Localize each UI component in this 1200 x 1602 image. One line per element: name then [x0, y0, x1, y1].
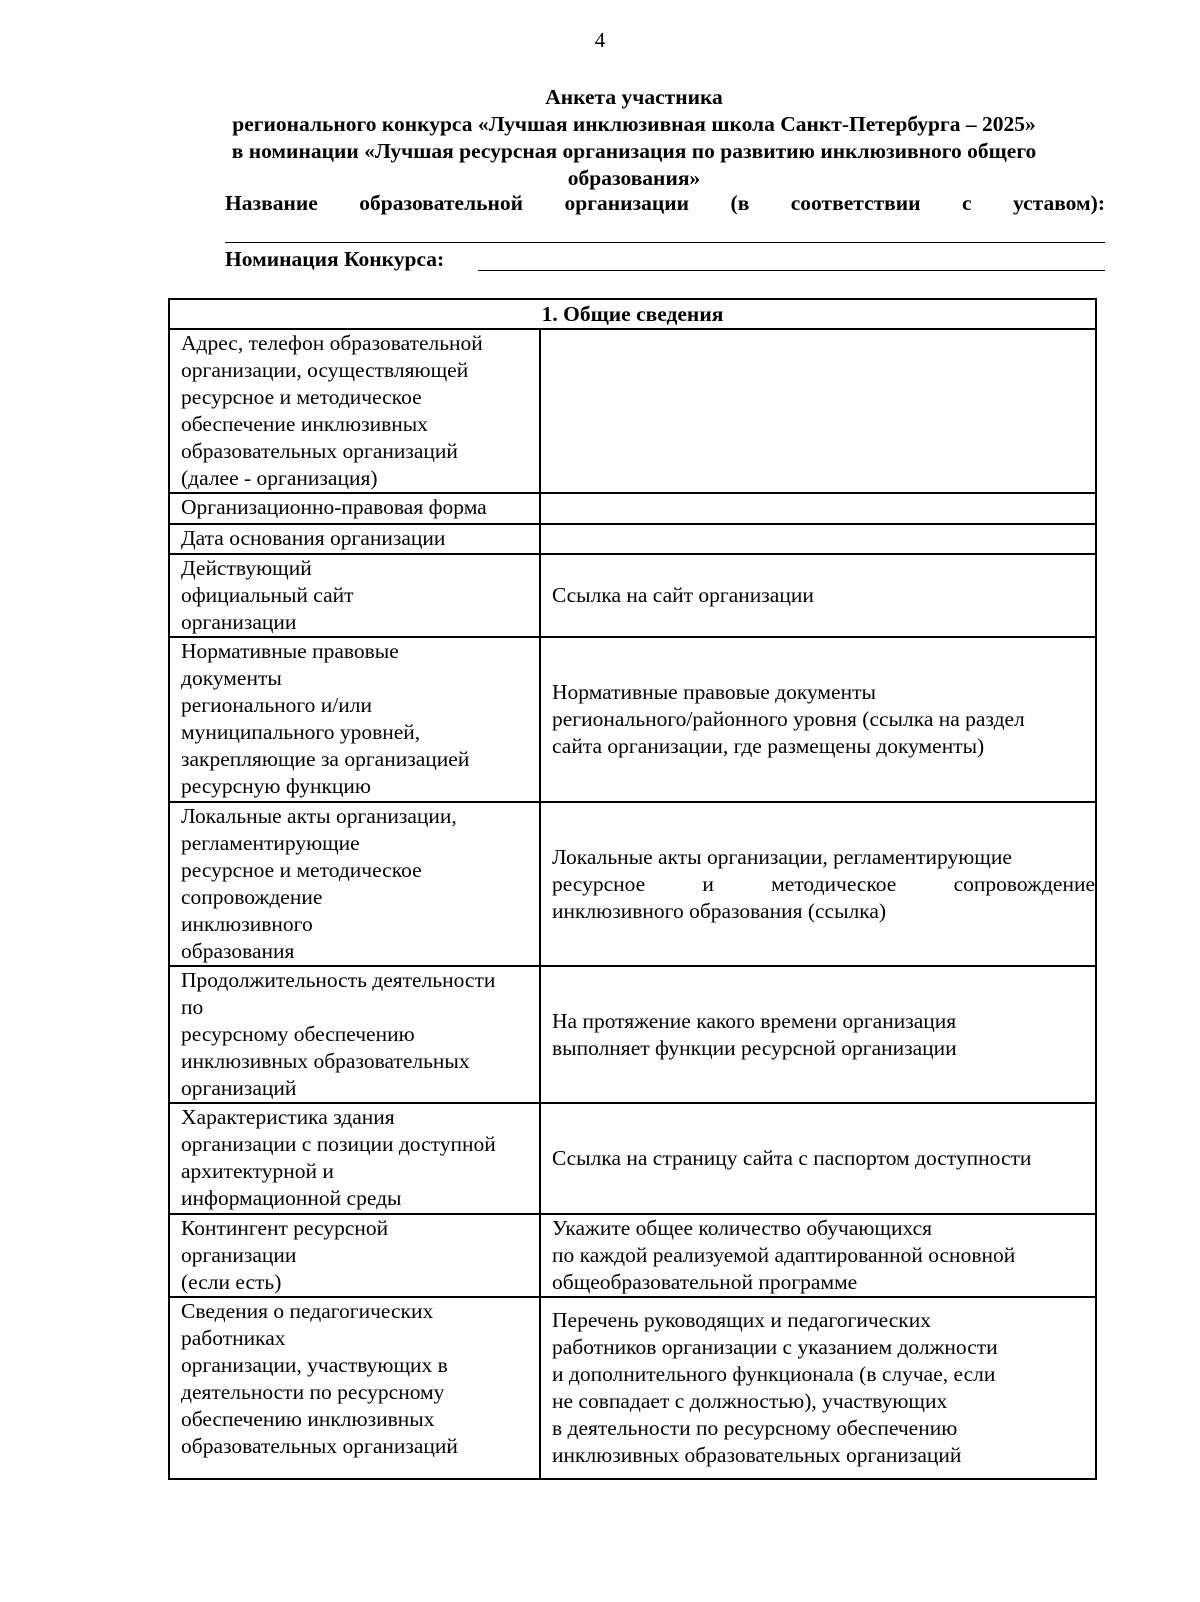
field-label-line: Нормативные правовые: [181, 639, 399, 663]
field-hint-line: общеобразовательной программе: [552, 1270, 858, 1294]
field-label-line: ресурсную функцию: [181, 774, 371, 798]
field-label-line: организации: [181, 610, 297, 634]
field-hint-line: по каждой реализуемой адаптированной основной: [552, 1243, 1016, 1267]
field-label-line: (далее - организация): [181, 466, 378, 490]
field-label-cell: [169, 1103, 540, 1214]
field-hint-line: Перечень руководящих и педагогических: [552, 1308, 931, 1332]
field-hint-line: Укажите общее количество обучающихся: [552, 1216, 933, 1240]
field-label-cell: [169, 1297, 540, 1479]
org-name-label: [225, 191, 1105, 216]
field-label-cell: [169, 554, 540, 637]
field-label-cell: [169, 493, 540, 524]
field-label-line: Продолжительность деятельности: [181, 968, 496, 992]
field-label-line: информационной среды: [181, 1186, 402, 1210]
org-name-word: организации: [564, 191, 690, 215]
field-label-line: образовательных организаций: [181, 1434, 458, 1458]
org-name-word: соответствии: [790, 191, 921, 215]
title-line: образования»: [567, 166, 701, 190]
field-hint-line: инклюзивных образовательных организаций: [552, 1443, 962, 1467]
field-hint-line: и дополнительного функционала (в случае, если: [552, 1362, 996, 1386]
field-hint-line: выполняет функции ресурсной организации: [552, 1035, 957, 1060]
field-label-line: документы: [181, 666, 282, 690]
field-label-line: архитектурной и: [181, 1159, 334, 1183]
field-label-line: организации, осуществляющей: [181, 358, 469, 382]
table-row: [169, 637, 1096, 802]
field-label-line: Локальные акты организации,: [181, 804, 457, 828]
field-value-cell[interactable]: [540, 1214, 1096, 1297]
field-value-cell[interactable]: [540, 554, 1096, 637]
table-row: [169, 554, 1096, 637]
field-label-line: обеспечению инклюзивных: [181, 1407, 435, 1431]
field-label-line: муниципального уровней,: [181, 720, 421, 744]
field-label-line: Действующий: [181, 556, 312, 580]
field-label-cell: [169, 966, 540, 1103]
page-number: 4: [594, 28, 606, 52]
field-label-line: инклюзивного: [181, 912, 313, 936]
field-label-line: ресурсное и методическое: [181, 858, 422, 882]
org-name-field[interactable]: [225, 242, 1105, 243]
field-value-cell[interactable]: [540, 802, 1096, 966]
table-row: [169, 1214, 1096, 1297]
field-hint-line: Ссылка на страницу сайта с паспортом доступности: [552, 1146, 1032, 1170]
nomination-field[interactable]: [478, 270, 1105, 271]
field-value-cell[interactable]: [540, 1103, 1096, 1214]
field-hint-line: регионального/районного уровня (ссылка на раздел: [552, 707, 1025, 731]
table-row: [169, 329, 1096, 493]
field-label-line: Характеристика здания: [181, 1105, 395, 1129]
field-label-line: работниках: [181, 1326, 286, 1350]
field-hint-line: Нормативные правовые документы: [552, 680, 876, 704]
field-label-line: Организационно-правовая форма: [181, 495, 487, 519]
field-label-line: регламентирующие: [181, 831, 360, 855]
field-value-cell[interactable]: [540, 329, 1096, 493]
field-value-cell[interactable]: [540, 524, 1096, 554]
field-label-line: ресурсное и методическое: [181, 385, 422, 409]
field-hint-line: в деятельности по ресурсному обеспечению: [552, 1416, 958, 1440]
field-label-line: организации: [181, 1243, 297, 1267]
org-name-word: Название: [225, 191, 318, 215]
section-title: 1. Общие сведения: [169, 299, 1096, 329]
org-name-word: (в: [730, 191, 750, 215]
field-label-line: официальный сайт: [181, 583, 354, 607]
title-line: в номинации «Лучшая ресурсная организация по развитию инклюзивного общего: [231, 139, 1037, 163]
field-label-line: деятельности по ресурсному: [181, 1380, 445, 1404]
general-info-table: [168, 298, 1097, 1480]
field-label-line: сопровождение: [181, 885, 323, 909]
table-row: [169, 524, 1096, 554]
title-line: регионального конкурса «Лучшая инклюзивная школа Санкт-Петербурга – 2025»: [232, 112, 1036, 136]
field-label-line: по: [181, 995, 204, 1019]
table-row: [169, 1103, 1096, 1214]
field-value-cell[interactable]: [540, 966, 1096, 1103]
field-label-line: организации, участвующих в: [181, 1353, 448, 1377]
field-label-cell: [169, 802, 540, 966]
field-hint-line: Локальные акты организации, регламентирующие: [552, 844, 1012, 869]
field-label-line: инклюзивных образовательных: [181, 1049, 470, 1073]
field-hint-line: На протяжение какого времени организация: [552, 1008, 957, 1033]
field-label-line: Адрес, телефон образовательной: [181, 331, 483, 355]
field-label-line: Сведения о педагогических: [181, 1299, 434, 1323]
field-label-line: обеспечение инклюзивных: [181, 412, 428, 436]
field-label-line: организации с позиции доступной: [181, 1132, 496, 1156]
nomination-label: Номинация Конкурса:: [225, 247, 445, 271]
field-value-cell[interactable]: [540, 637, 1096, 802]
field-label-cell: [169, 1214, 540, 1297]
field-hint-line: работников организации с указанием должности: [552, 1335, 998, 1359]
table-row: [169, 966, 1096, 1103]
org-name-word: образовательной: [359, 191, 524, 215]
field-hint-line: Ссылка на сайт организации: [552, 583, 814, 607]
title-line: Анкета участника: [545, 85, 723, 109]
field-label-line: организаций: [181, 1076, 297, 1100]
field-hint-line: сайта организации, где размещены документы): [552, 734, 985, 758]
field-label-line: регионального и/или: [181, 693, 373, 717]
table-row: [169, 802, 1096, 966]
org-name-word: уставом):: [1013, 191, 1105, 215]
org-name-word: с: [962, 191, 972, 215]
table-row: [169, 493, 1096, 524]
field-label-line: образовательных организаций: [181, 439, 458, 463]
field-hint-line: ресурсное и методическое сопровождение: [552, 871, 1096, 896]
field-label-cell: [169, 524, 540, 554]
field-label-line: (если есть): [181, 1270, 282, 1294]
field-label-line: закрепляющие за организацией: [181, 747, 470, 771]
field-label-line: Контингент ресурсной: [181, 1216, 389, 1240]
form-title: [170, 84, 1098, 192]
field-label-line: Дата основания организации: [181, 526, 446, 550]
field-value-cell[interactable]: [540, 493, 1096, 524]
field-label-line: образования: [181, 939, 295, 963]
field-label-cell: [169, 637, 540, 802]
field-value-cell[interactable]: [540, 1297, 1096, 1479]
field-hint-line: инклюзивного образования (ссылка): [552, 898, 887, 923]
field-label-line: ресурсному обеспечению: [181, 1022, 415, 1046]
table-row: [169, 1297, 1096, 1479]
section-header-row: [169, 299, 1096, 329]
field-label-cell: [169, 329, 540, 493]
field-hint-line: не совпадает с должностью), участвующих: [552, 1389, 948, 1413]
